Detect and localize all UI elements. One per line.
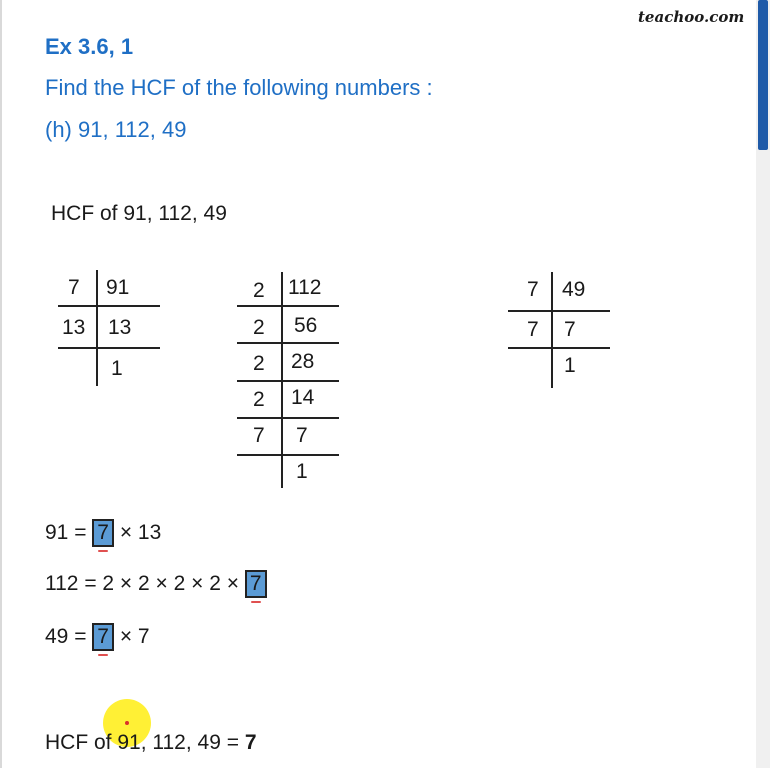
cursor-dot: [125, 721, 129, 725]
divisor-cell: 7: [253, 424, 265, 447]
common-factor-highlight: [92, 623, 114, 651]
table-rule: [237, 454, 339, 456]
factorization-112: [45, 570, 267, 598]
result-line: [45, 731, 257, 755]
dividend-cell: 7: [296, 424, 308, 447]
dividend-cell: 112: [288, 276, 322, 299]
table-rule: [58, 347, 160, 349]
table-rule: [237, 342, 339, 344]
factorization-91: [45, 519, 161, 547]
dividend-cell: 91: [106, 276, 130, 299]
dividend-cell: 56: [294, 314, 318, 337]
red-underline: [98, 550, 108, 552]
common-factor-value: 7: [97, 521, 109, 544]
factorization-prefix: 49 =: [45, 625, 93, 648]
result-text: HCF of 91, 112, 49 =: [45, 731, 245, 754]
table-divider: [96, 270, 98, 386]
factorization-prefix: 91 =: [45, 521, 93, 544]
common-factor-value: 7: [249, 572, 262, 595]
table-rule: [237, 380, 339, 382]
table-rule: [508, 347, 610, 349]
table-divider: [551, 272, 553, 388]
divisor-cell: 7: [527, 318, 539, 341]
factorization-suffix: × 13: [113, 521, 162, 544]
dividend-cell: 1: [564, 354, 576, 377]
dividend-cell: 49: [562, 278, 586, 301]
divisor-cell: 2: [253, 388, 265, 411]
factorization-49: [45, 623, 150, 651]
dividend-cell: 14: [291, 386, 315, 409]
exercise-title: Ex 3.6, 1: [45, 34, 134, 59]
common-factor-value: 7: [97, 625, 109, 648]
intro-text: HCF of 91, 112, 49: [51, 202, 227, 225]
scrollbar-thumb[interactable]: [758, 0, 768, 150]
divisor-cell: 2: [253, 279, 265, 302]
brand-logo: teachoo.com: [638, 8, 745, 26]
table-rule: [237, 417, 339, 419]
divisor-cell: 2: [253, 316, 265, 339]
dividend-cell: 1: [111, 357, 123, 380]
factorization-suffix: × 7: [113, 625, 150, 648]
dividend-cell: 28: [291, 350, 315, 373]
divisor-cell: 7: [68, 276, 80, 299]
divisor-cell: 2: [253, 352, 265, 375]
factorization-prefix: 112 = 2 × 2 × 2 × 2 ×: [45, 572, 245, 595]
divisor-cell: 7: [527, 278, 539, 301]
result-value: 7: [244, 731, 257, 754]
common-factor-highlight: [92, 519, 114, 547]
red-underline: [98, 654, 108, 656]
divisor-cell: 13: [62, 316, 86, 339]
red-underline: [251, 601, 261, 603]
common-factor-highlight: [245, 570, 267, 598]
table-rule: [237, 305, 339, 307]
dividend-cell: 1: [296, 460, 308, 483]
question-part: (h) 91, 112, 49: [45, 117, 187, 142]
table-rule: [58, 305, 160, 307]
table-rule: [508, 310, 610, 312]
dividend-cell: 13: [108, 316, 132, 339]
page-left-border: [0, 0, 2, 768]
question-text: Find the HCF of the following numbers :: [45, 75, 433, 100]
dividend-cell: 7: [564, 318, 576, 341]
